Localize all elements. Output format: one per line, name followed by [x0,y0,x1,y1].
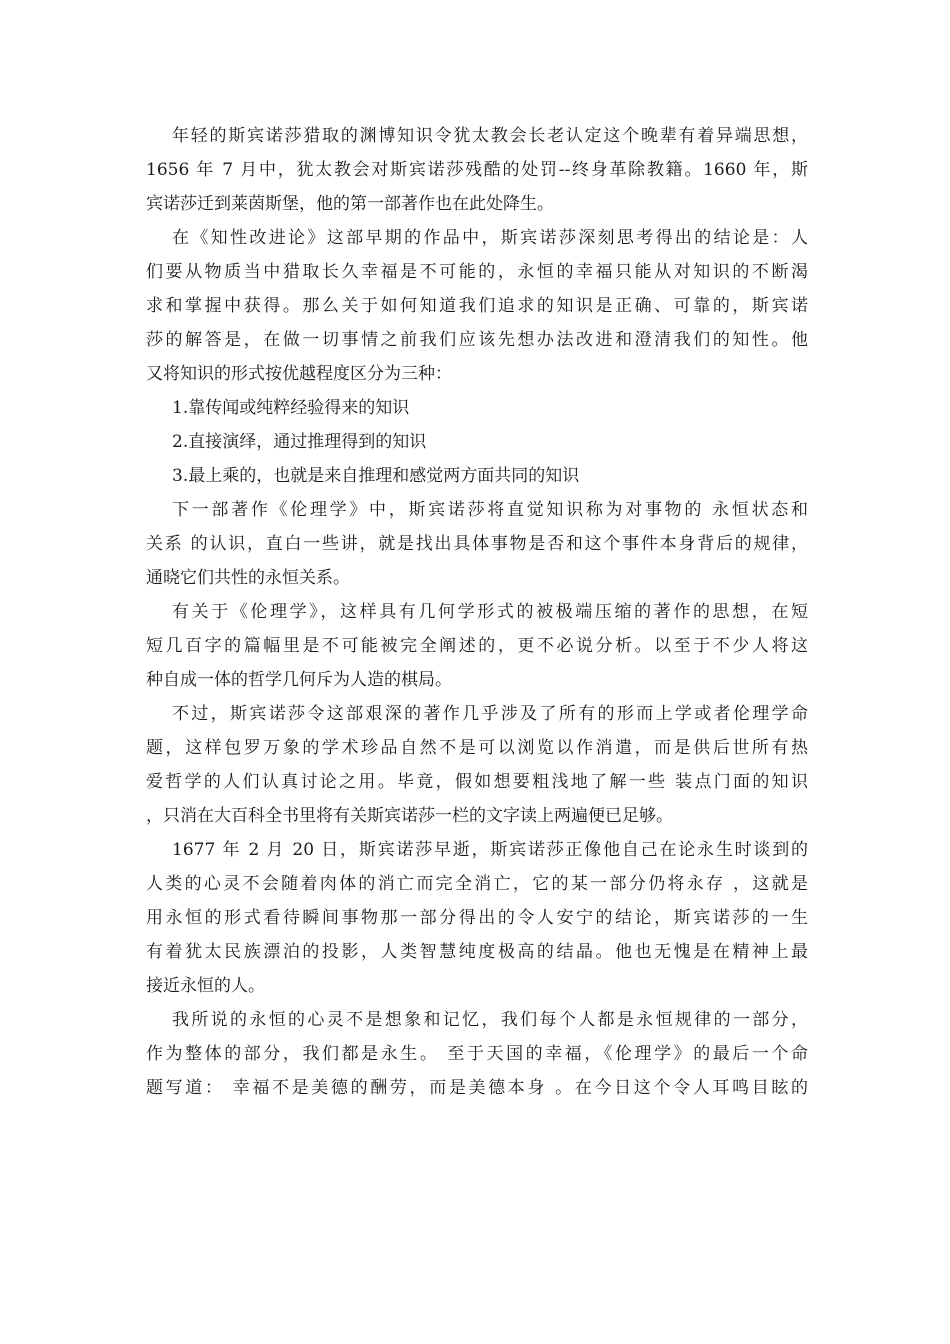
document-body [146,119,808,1105]
text-line: ，只消在大百科全书里将有关斯宾诺莎一栏的文字读上两遍便已足够。 [146,806,673,826]
text-line: 有着犹太民族漂泊的投影，人类智慧纯度极高的结晶。他也无愧是在精神上最 [146,942,808,962]
text-line: 接近永恒的人。 [146,976,265,996]
paragraph [146,425,808,459]
text-line: 又将知识的形式按优越程度区分为三种： [146,364,452,384]
paragraph [146,221,808,391]
text-line: 题写道： 幸福不是美德的酬劳，而是美德本身 。在今日这个令人耳鸣目眩的 [146,1078,808,1098]
text-line: 短几百字的篇幅里是不可能被完全阐述的，更不必说分析。以至于不少人将这 [146,636,808,656]
text-line: 下一部著作《伦理学》中，斯宾诺莎将直觉知识称为对事物的 永恒状态和 [172,500,808,520]
text-line: 莎的解答是，在做一切事情之前我们应该先想办法改进和澄清我们的知性。他 [146,330,808,350]
text-line: 关系 的认识，直白一些讲，就是找出具体事物是否和这个事件本身背后的规律， [146,534,808,554]
text-line: 3.最上乘的，也就是来自推理和感觉两方面共同的知识 [172,466,580,486]
paragraph [146,391,808,425]
text-line: 年轻的斯宾诺莎猎取的渊博知识令犹太教会长老认定这个晚辈有着异端思想， [172,126,808,146]
text-line: 有关于《伦理学》，这样具有几何学形式的被极端压缩的著作的思想，在短 [172,602,808,622]
paragraph [146,119,808,221]
text-line: 不过，斯宾诺莎令这部艰深的著作几乎涉及了所有的形而上学或者伦理学命 [172,704,808,724]
paragraph [146,697,808,833]
text-line: 种自成一体的哲学几何斥为人造的棋局。 [146,670,452,690]
text-line: 作为整体的部分，我们都是永生。 至于天国的幸福，《伦理学》的最后一个命 [146,1044,808,1064]
paragraph [146,493,808,595]
text-line: 们要从物质当中猎取长久幸福是不可能的，永恒的幸福只能从对知识的不断渴 [146,262,808,282]
text-line: 2.直接演绎，通过推理得到的知识 [172,432,427,452]
text-line: 我所说的永恒的心灵不是想象和记忆，我们每个人都是永恒规律的一部分， [172,1010,808,1030]
text-line: 1656 年 7 月中，犹太教会对斯宾诺莎残酷的处罚--终身革除教籍。1660 年，斯 [146,160,808,180]
text-line: 在《知性改进论》这部早期的作品中，斯宾诺莎深刻思考得出的结论是：人 [172,228,808,248]
text-line: 1677 年 2 月 20 日，斯宾诺莎早逝，斯宾诺莎正像他自己在论永生时谈到的 [172,840,808,860]
paragraph [146,595,808,697]
paragraph [146,1003,808,1105]
text-line: 1.靠传闻或纯粹经验得来的知识 [172,398,410,418]
text-line: 用永恒的形式看待瞬间事物那一部分得出的令人安宁的结论，斯宾诺莎的一生 [146,908,808,928]
text-line: 通晓它们共性的永恒关系。 [146,568,350,588]
text-line: 爱哲学的人们认真讨论之用。毕竟，假如想要粗浅地了解一些 装点门面的知识 [146,772,808,792]
paragraph [146,459,808,493]
text-line: 宾诺莎迁到莱茵斯堡，他的第一部著作也在此处降生。 [146,194,554,214]
paragraph [146,833,808,1003]
text-line: 求和掌握中获得。那么关于如何知道我们追求的知识是正确、可靠的，斯宾诺 [146,296,808,316]
text-line: 题，这样包罗万象的学术珍品自然不是可以浏览以作消遣，而是供后世所有热 [146,738,808,758]
text-line: 人类的心灵不会随着肉体的消亡而完全消亡，它的某一部分仍将永存 ，这就是 [146,874,808,894]
